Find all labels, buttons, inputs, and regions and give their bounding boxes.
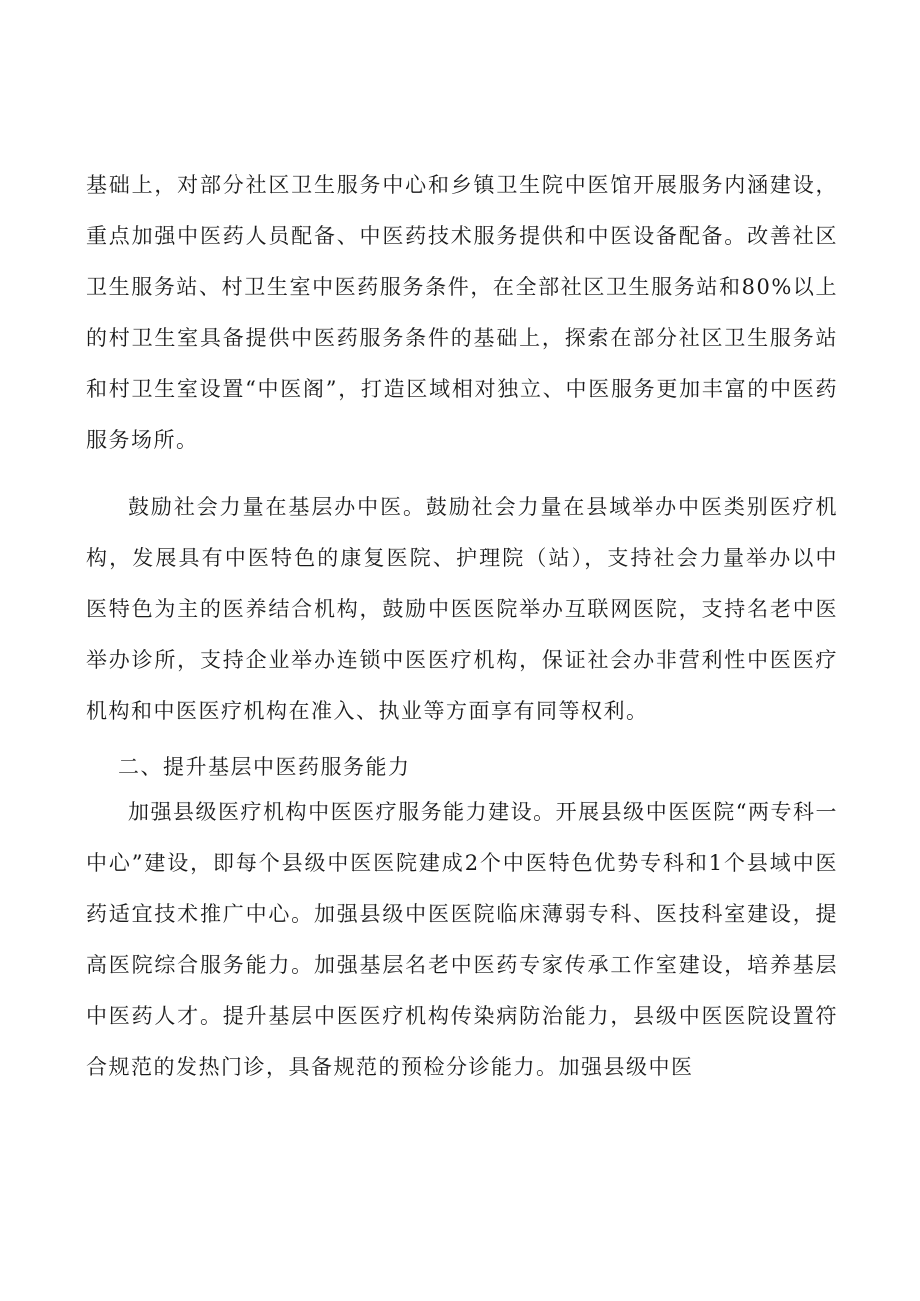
paragraph-community-health-services: 基础上，对部分社区卫生服务中心和乡镇卫生院中医馆开展服务内涵建设，重点加强中医药人员配备、中医药技术服务提供和中医设备配备。改善社区卫生服务站、村卫生室中医药服务条件，在全部社区卫生服务站和80%以上的村卫生室具备提供中医药服务条件的基础上，探索在部分社区卫生服务站和村卫生室设置“中医阁”，打造区域相对独立、中医服务更加丰富的中医药服务场所。 [86, 173, 838, 452]
paragraph-spacer [86, 466, 838, 482]
paragraph-social-forces: 鼓励社会力量在基层办中医。鼓励社会力量在县域举办中医类别医疗机构，发展具有中医特色的康复医院、护理院（站），支持社会力量举办以中医特色为主的医养结合机构，鼓励中医医院举办互联网医院，支持名老中医举办诊所，支持企业举办连锁中医医疗机构，保证社会办非营利性中医医疗机构和中医医疗机构在准入、执业等方面享有同等权利。 [86, 495, 838, 723]
document-body [86, 160, 838, 1093]
paragraph-spacer [86, 737, 838, 747]
paragraph-county-capacity: 加强县级医疗机构中医医疗服务能力建设。开展县级中医医院“两专科一中心”建设，即每个县级中医医院建成2个中医特色优势专科和1个县域中医药适宜技术推广中心。加强县级中医医院临床薄弱专科、医技科室建设，提高医院综合服务能力。加强基层名老中医药专家传承工作室建设，培养基层中医药人才。提升基层中医医疗机构传染病防治能力，县级中医医院设置符合规范的发热门诊，具备规范的预检分诊能力。加强县级中医 [86, 800, 838, 1079]
section-heading: 二、提升基层中医药服务能力 [118, 755, 411, 779]
